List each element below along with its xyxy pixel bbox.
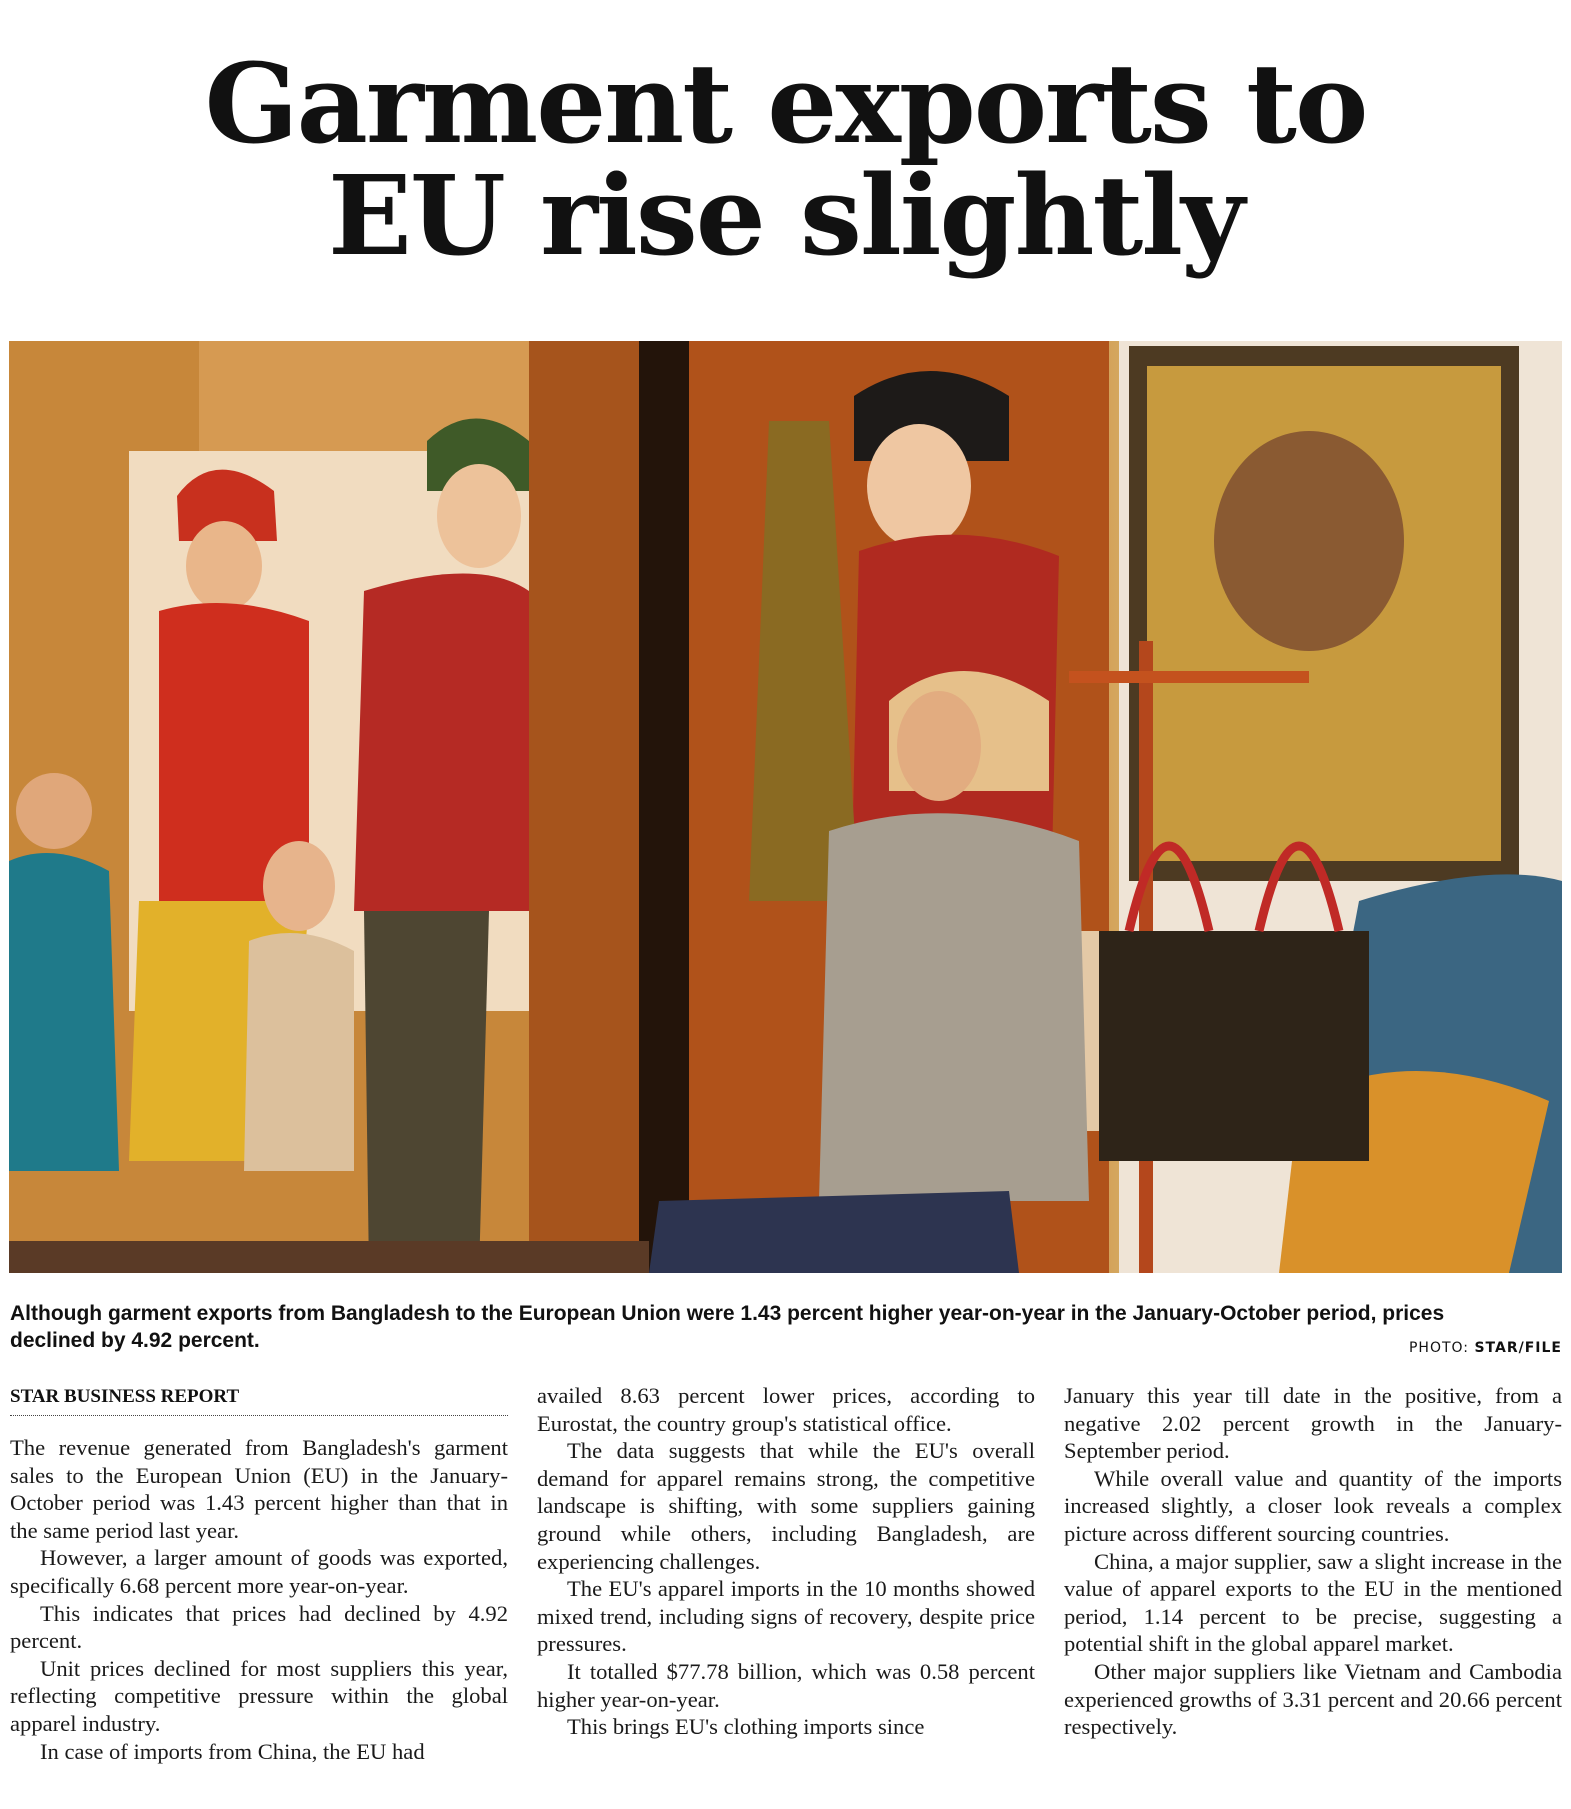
headline-line-2: EU rise slightly <box>328 151 1243 280</box>
article-column-2 <box>537 1382 1035 1741</box>
paragraph: While overall value and quantity of the imports increased slightly, a closer look reveals a complex picture across different sourcing countries. <box>1064 1465 1562 1546</box>
paragraph: The EU's apparel imports in the 10 months showed mixed trend, including signs of recovery, despite price pressures. <box>537 1576 1035 1657</box>
photo-credit-source: STAR/FILE <box>1474 1340 1562 1356</box>
wood-pillar <box>529 341 639 1273</box>
teal-puffer-jacket <box>9 853 119 1171</box>
paragraph: The data suggests that while the EU's overall demand for apparel remains strong, the competitive landscape is shifting, with some suppliers gaining ground while others, including Bangladesh, are experiencing challenges. <box>537 1438 1035 1574</box>
mannequin-kid-head <box>16 773 92 849</box>
tote-bag-dark <box>1099 931 1369 1161</box>
mannequin-head-2 <box>186 521 262 611</box>
mannequin-head-3 <box>437 464 521 568</box>
coat-rack-arm <box>1069 671 1309 683</box>
dark-pants <box>649 1191 1019 1273</box>
olive-pants <box>364 911 489 1273</box>
headline <box>0 39 1571 280</box>
article-column-3 <box>1064 1382 1562 1741</box>
photo-credit-prefix: PHOTO: <box>1408 1340 1470 1356</box>
byline: STAR BUSINESS REPORT <box>10 1386 508 1416</box>
paragraph: China, a major supplier, saw a slight increase in the value of apparel exports to the EU in the mentioned period, 1.14 percent to be precise, suggesting a potential shift in the global apparel market. <box>1064 1548 1562 1657</box>
article-column-1 <box>10 1434 508 1765</box>
paragraph: This brings EU's clothing imports since <box>567 1714 925 1740</box>
grey-jacket <box>819 813 1089 1201</box>
paragraph: Unit prices declined for most suppliers this year, reflecting competitive pressure within the global apparel industry. <box>10 1655 508 1736</box>
paragraph: However, a larger amount of goods was exported, specifically 6.68 percent more year-on-year. <box>10 1545 508 1598</box>
store-photo-illustration <box>9 341 1562 1273</box>
mannequin-head-5 <box>897 691 981 801</box>
photo-caption: Although garment exports from Bangladesh to the European Union were 1.43 percent higher year-on-year in the January-October period, prices declined by 4.92 percent. <box>10 1302 1445 1352</box>
paragraph: availed 8.63 percent lower prices, according to Eurostat, the country group's statistical office. <box>537 1383 1035 1436</box>
paragraph: In case of imports from China, the EU had <box>40 1738 425 1764</box>
photo-credit <box>1409 1340 1562 1356</box>
mannequin-head-4 <box>867 424 971 548</box>
beige-jacket <box>244 933 354 1171</box>
store-photo <box>9 341 1562 1273</box>
headline-line-1: Garment exports to <box>204 39 1367 168</box>
paragraph: Other major suppliers like Vietnam and Cambodia experienced growths of 3.31 percent and 20.66 percent respectively. <box>1064 1658 1562 1740</box>
floor <box>9 1241 649 1273</box>
painting-figure <box>1214 431 1404 651</box>
mannequin-kid-2-head <box>263 841 335 931</box>
paragraph: This indicates that prices had declined by 4.92 percent. <box>10 1600 508 1654</box>
rack-shadow <box>639 341 689 1273</box>
plaid-vest <box>354 574 529 912</box>
paragraph: It totalled $77.78 billion, which was 0.58 percent higher year-on-year. <box>537 1658 1035 1712</box>
paragraph: January this year till date in the positive, from a negative 2.02 percent growth in the January-September period. <box>1064 1383 1562 1464</box>
paragraph: The revenue generated from Bangladesh's garment sales to the European Union (EU) in the January-October period was 1.43 percent higher than that in the same period last year. <box>10 1435 508 1543</box>
